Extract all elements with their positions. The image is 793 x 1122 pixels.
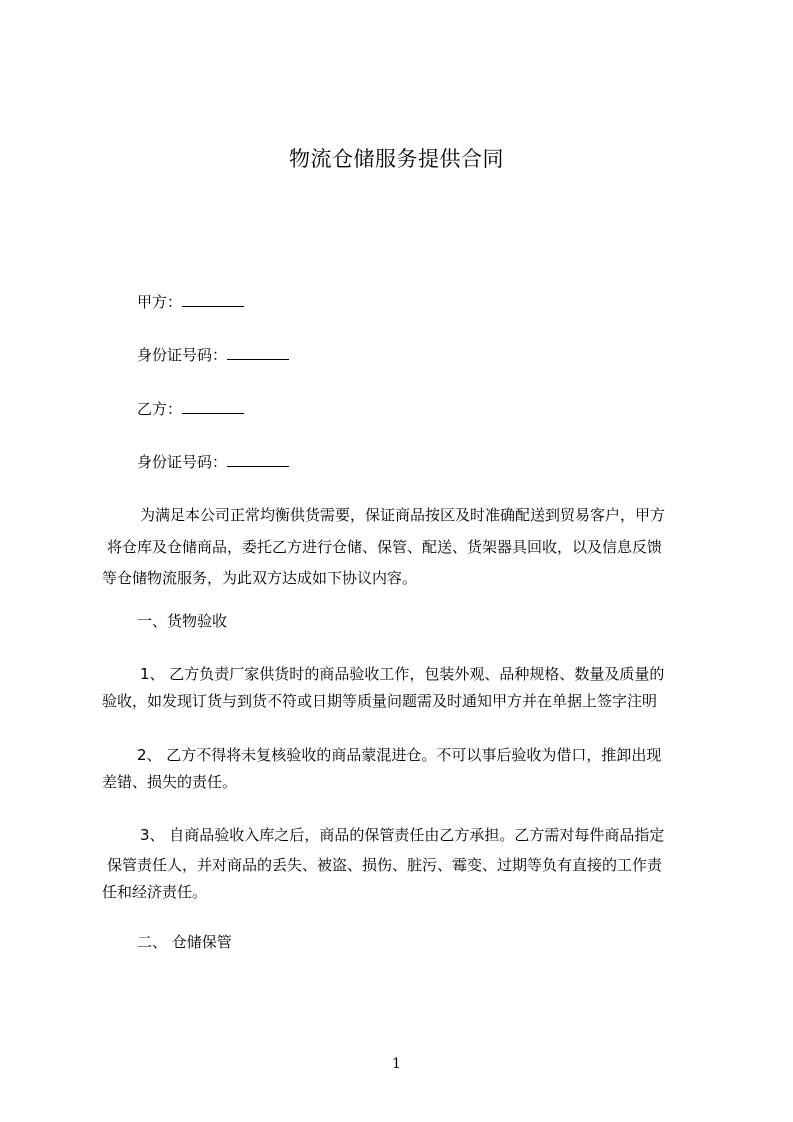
party-b-id-line: [137, 452, 289, 472]
item2-line-1: 2、 乙方不得将未复核验收的商品蒙混进仓。不可以事后验收为借口，推卸出现: [137, 746, 662, 764]
section1-heading: 一、货物验收: [137, 612, 228, 630]
party-b-id-label: 身份证号码：: [137, 453, 228, 471]
intro-line-1: 为满足本公司正常均衡供货需要，保证商品按区及时准确配送到贸易客户，甲方: [140, 506, 666, 524]
page-number: 1: [392, 1056, 401, 1072]
item1-line-1: 1、 乙方负责厂家供货时的商品验收工作，包装外观、品种规格、数量及质量的: [140, 665, 665, 683]
party-a-label: 甲方：: [137, 293, 183, 311]
item3-line-3: 任和经济责任。: [102, 883, 208, 901]
party-a-id-line: [137, 345, 289, 365]
intro-line-2: 将仓库及仓储商品，委托乙方进行仓储、保管、配送、货架器具回收，以及信息反馈: [107, 538, 663, 556]
party-b-id-blank: [227, 452, 289, 467]
party-b-label: 乙方：: [137, 400, 183, 418]
party-a-id-blank: [227, 345, 289, 360]
item3-line-2: 保管责任人，并对商品的丢失、被盗、损伤、脏污、霉变、过期等负有直接的工作责: [107, 856, 663, 874]
section2-heading: 二、 仓储保管: [137, 933, 232, 951]
item1-line-2: 验收，如发现订货与到货不符或日期等质量问题需及时通知甲方并在单据上签字注明: [102, 692, 658, 710]
item3-line-1: 3、 自商品验收入库之后，商品的保管责任由乙方承担。乙方需对每件商品指定: [140, 826, 665, 844]
party-b-line: [137, 399, 244, 419]
party-b-blank: [182, 399, 244, 414]
document-title: 物流仓储服务提供合同: [289, 147, 504, 171]
party-a-blank: [182, 292, 244, 307]
party-a-id-label: 身份证号码：: [137, 346, 228, 364]
intro-line-3: 等仓储物流服务，为此双方达成如下协议内容。: [102, 569, 418, 587]
party-a-line: [137, 292, 244, 312]
item2-line-2: 差错、损失的责任。: [102, 773, 238, 791]
